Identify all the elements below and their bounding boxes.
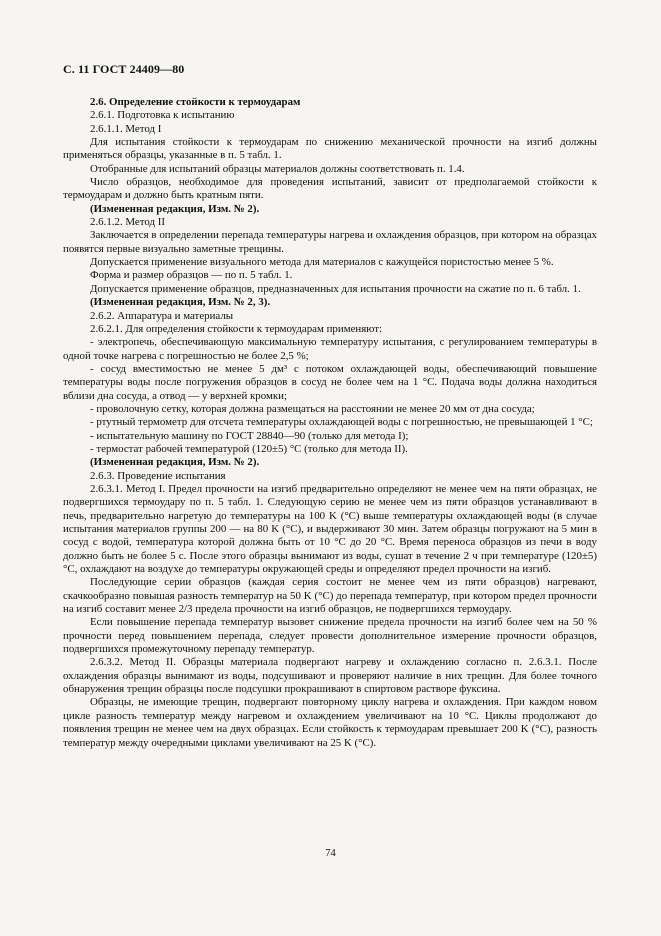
- paragraph: 2.6.3.2. Метод II. Образцы материала подвергают нагреву и охлаждению согласно п. 2.6.3.1. После охлаждения образцы вынимают из воды, подсушивают и проверяют наличие в них трещин. Для более точного обнаружения трещин образцы после подсушки прокрашивают в спиртовом растворе фуксина.: [63, 656, 597, 696]
- page-header: С. 11 ГОСТ 24409—80: [63, 62, 185, 76]
- edition-note: (Измененная редакция, Изм. № 2, 3).: [90, 296, 271, 309]
- paragraph: 2.6.2. Аппаратура и материалы: [90, 309, 234, 322]
- paragraph: Для испытания стойкости к термоударам по снижению механической прочности на изгиб должны применяться образцы, указанные в п. 5 табл. 1.: [63, 136, 597, 162]
- paragraph: - проволочную сетку, которая должна размещаться на расстоянии не менее 20 мм от дна сосуда;: [90, 402, 535, 415]
- paragraph: 2.6.1. Подготовка к испытанию: [90, 109, 235, 122]
- paragraph: - ртутный термометр для отсчета температуры охлаждающей воды с погрешностью, не превышающей 1 °C;: [90, 416, 593, 429]
- edition-note: (Измененная редакция, Изм. № 2).: [90, 202, 260, 215]
- paragraph: Заключается в определении перепада температуры нагрева и охлаждения образцов, при котором на образцах появятся первые визуально заметные трещины.: [63, 229, 597, 255]
- document-body: [63, 96, 597, 750]
- paragraph: Число образцов, необходимое для проведения испытаний, зависит от предполагаемой стойкости к термоударам и должно быть кратным пяти.: [63, 176, 597, 202]
- paragraph: 2.6.1.1. Метод I: [90, 122, 162, 135]
- paragraph: Допускается применение образцов, предназначенных для испытания прочности на сжатие по п. 6 табл. 1.: [90, 282, 581, 295]
- paragraph: Форма и размер образцов — по п. 5 табл. 1.: [90, 269, 293, 282]
- paragraph: Если повышение перепада температур вызовет снижение предела прочности на изгиб более чем на 50 % прочности перед повышением перепада, следует провести дополнительное измерение прочности образцов, подвергшихся промежуточному перепаду температур.: [63, 616, 597, 656]
- edition-note: (Измененная редакция, Изм. № 2).: [90, 456, 260, 469]
- page-number: 74: [325, 848, 336, 859]
- paragraph: 2.6.1.2. Метод II: [90, 216, 166, 229]
- edition-note: 2.6. Определение стойкости к термоударам: [90, 96, 301, 108]
- paragraph: Отобранные для испытаний образцы материалов должны соответствовать п. 1.4.: [90, 162, 465, 175]
- paragraph: - термостат рабочей температурой (120±5) °C (только для метода II).: [90, 442, 408, 455]
- paragraph: Последующие серии образцов (каждая серия состоит не менее чем из пяти образцов) нагревают, скачкообразно повышая разность температур на 50 K (°C) до перепада температур, при котором предел прочности на изгиб составит менее 2/3 предела прочности на изгиб образцов, не подвергшихся термоудару.: [63, 576, 597, 616]
- paragraph: - электропечь, обеспечивающую максимальную температуру испытания, с регулированием температуры в одной точке нагрева с погрешностью не более 2,5 %;: [63, 336, 597, 362]
- paragraph: - испытательную машину по ГОСТ 28840—90 (только для метода I);: [90, 429, 409, 442]
- paragraph: 2.6.3. Проведение испытания: [90, 469, 226, 482]
- paragraph: 2.6.2.1. Для определения стойкости к термоударам применяют:: [90, 322, 383, 335]
- paragraph: - сосуд вместимостью не менее 5 дм³ с потоком охлаждающей воды, обеспечивающий повышение температуры воды после погружения образцов в сосуд не более чем на 1 °C. Подача воды должна находиться вблизи дна сосуда, а отвод — у верхней кромки;: [63, 362, 597, 402]
- paragraph: 2.6.3.1. Метод I. Предел прочности на изгиб предварительно определяют не менее чем на пяти образцах, не подвергшихся термоудару по п. 5 табл. 1. Следующую серию не менее чем из пяти образцов устанавливают в печь, предварительно нагретую до температуры на 100 K (°C) выше температуры охлаждающей воды (в случае испытания материалов группы 200 — на 80 K (°C), и выдерживают 30 мин. Затем образцы погружают на 5 мин в сосуд с водой, температура которой должна быть от 10 °C до 20 °C. Время переноса образцов из печи в воду должно быть не более 5 с. После этого образцы вынимают из воды, сушат в течение 2 ч при температуре (120±5) °C, охлаждают на воздухе до температуры окружающей среды и определяют предел прочности на изгиб.: [63, 482, 597, 576]
- paragraph: Допускается применение визуального метода для материалов с кажущейся пористостью менее 5 %.: [90, 256, 554, 269]
- paragraph: Образцы, не имеющие трещин, подвергают повторному циклу нагрева и охлаждения. При каждом новом цикле разность температур между нагревом и охлаждением увеличивают на 10 °C. Циклы продолжают до появления трещин не менее чем на двух образцах. Если стойкость к термоударам превышает 200 K (°C), разность температур между очередными циклами увеличивают на 25 K (°C).: [63, 696, 597, 749]
